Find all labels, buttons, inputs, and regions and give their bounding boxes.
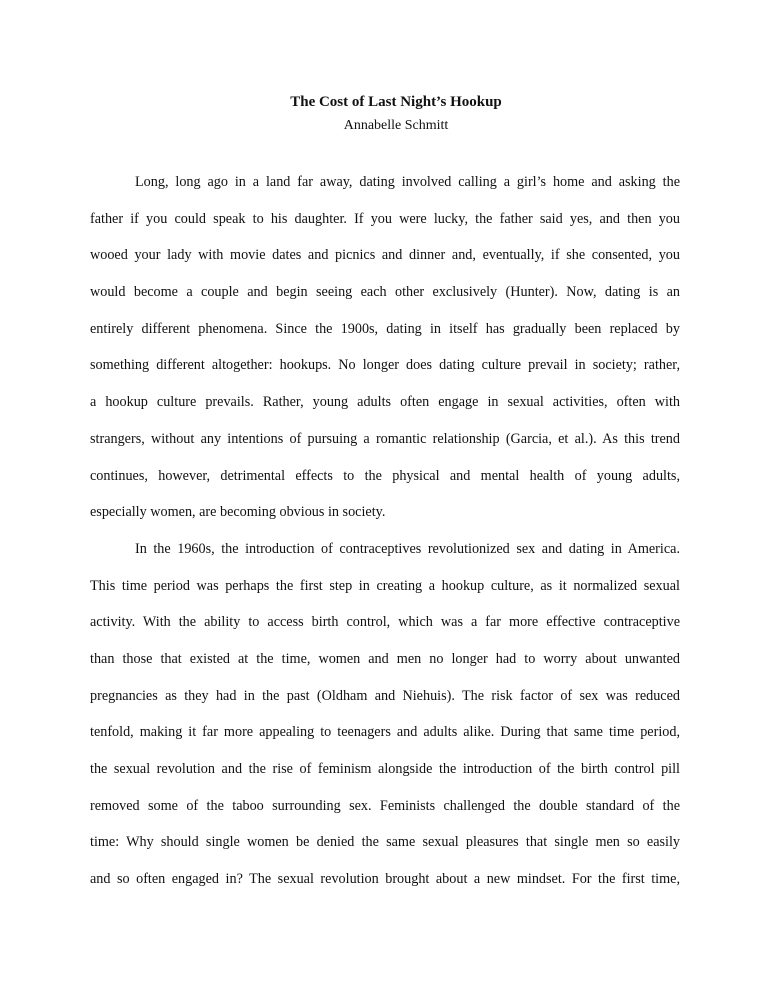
- body-line: tenfold, making it far more appealing to teenagers and adults alike. During that same time period,: [90, 724, 680, 741]
- body-line: strangers, without any intentions of pursuing a romantic relationship (Garcia, et al.). As this trend: [90, 430, 680, 447]
- body-line: the sexual revolution and the rise of feminism alongside the introduction of the birth control pill: [90, 761, 680, 777]
- body-line: and so often engaged in? The sexual revolution brought about a new mindset. For the first time,: [90, 871, 680, 888]
- body-line: time: Why should single women be denied the same sexual pleasures that single men so easily: [90, 834, 680, 851]
- body-line: than those that existed at the time, women and men no longer had to worry about unwanted: [90, 650, 680, 667]
- body-line: especially women, are becoming obvious in society.: [90, 504, 386, 521]
- body-line: pregnancies as they had in the past (Oldham and Niehuis). The risk factor of sex was reduced: [90, 687, 680, 704]
- body-line: Long, long ago in a land far away, dating involved calling a girl’s home and asking the: [135, 174, 680, 190]
- document-title: The Cost of Last Night’s Hookup: [290, 94, 502, 110]
- body-line: This time period was perhaps the first step in creating a hookup culture, as it normalized sexual: [90, 577, 680, 594]
- document-body: [90, 172, 680, 906]
- body-line: father if you could speak to his daughter. If you were lucky, the father said yes, and then you: [90, 210, 680, 227]
- body-line: wooed your lady with movie dates and picnics and dinner and, eventually, if she consented, you: [90, 247, 680, 264]
- body-line: continues, however, detrimental effects to the physical and mental health of young adults,: [90, 467, 680, 484]
- body-line: activity. With the ability to access birth control, which was a far more effective contraceptive: [90, 614, 680, 631]
- body-line: In the 1960s, the introduction of contraceptives revolutionized sex and dating in America.: [135, 540, 680, 557]
- body-line: would become a couple and begin seeing each other exclusively (Hunter). Now, dating is an: [90, 284, 680, 301]
- body-line: something different altogether: hookups. No longer does dating culture prevail in society; rather,: [90, 357, 680, 374]
- document-author: Annabelle Schmitt: [343, 118, 449, 133]
- body-line: removed some of the taboo surrounding sex. Feminists challenged the double standard of the: [90, 797, 680, 814]
- body-line: entirely different phenomena. Since the 1900s, dating in itself has gradually been replaced by: [90, 320, 680, 337]
- body-line: a hookup culture prevails. Rather, young adults often engage in sexual activities, often with: [90, 394, 680, 411]
